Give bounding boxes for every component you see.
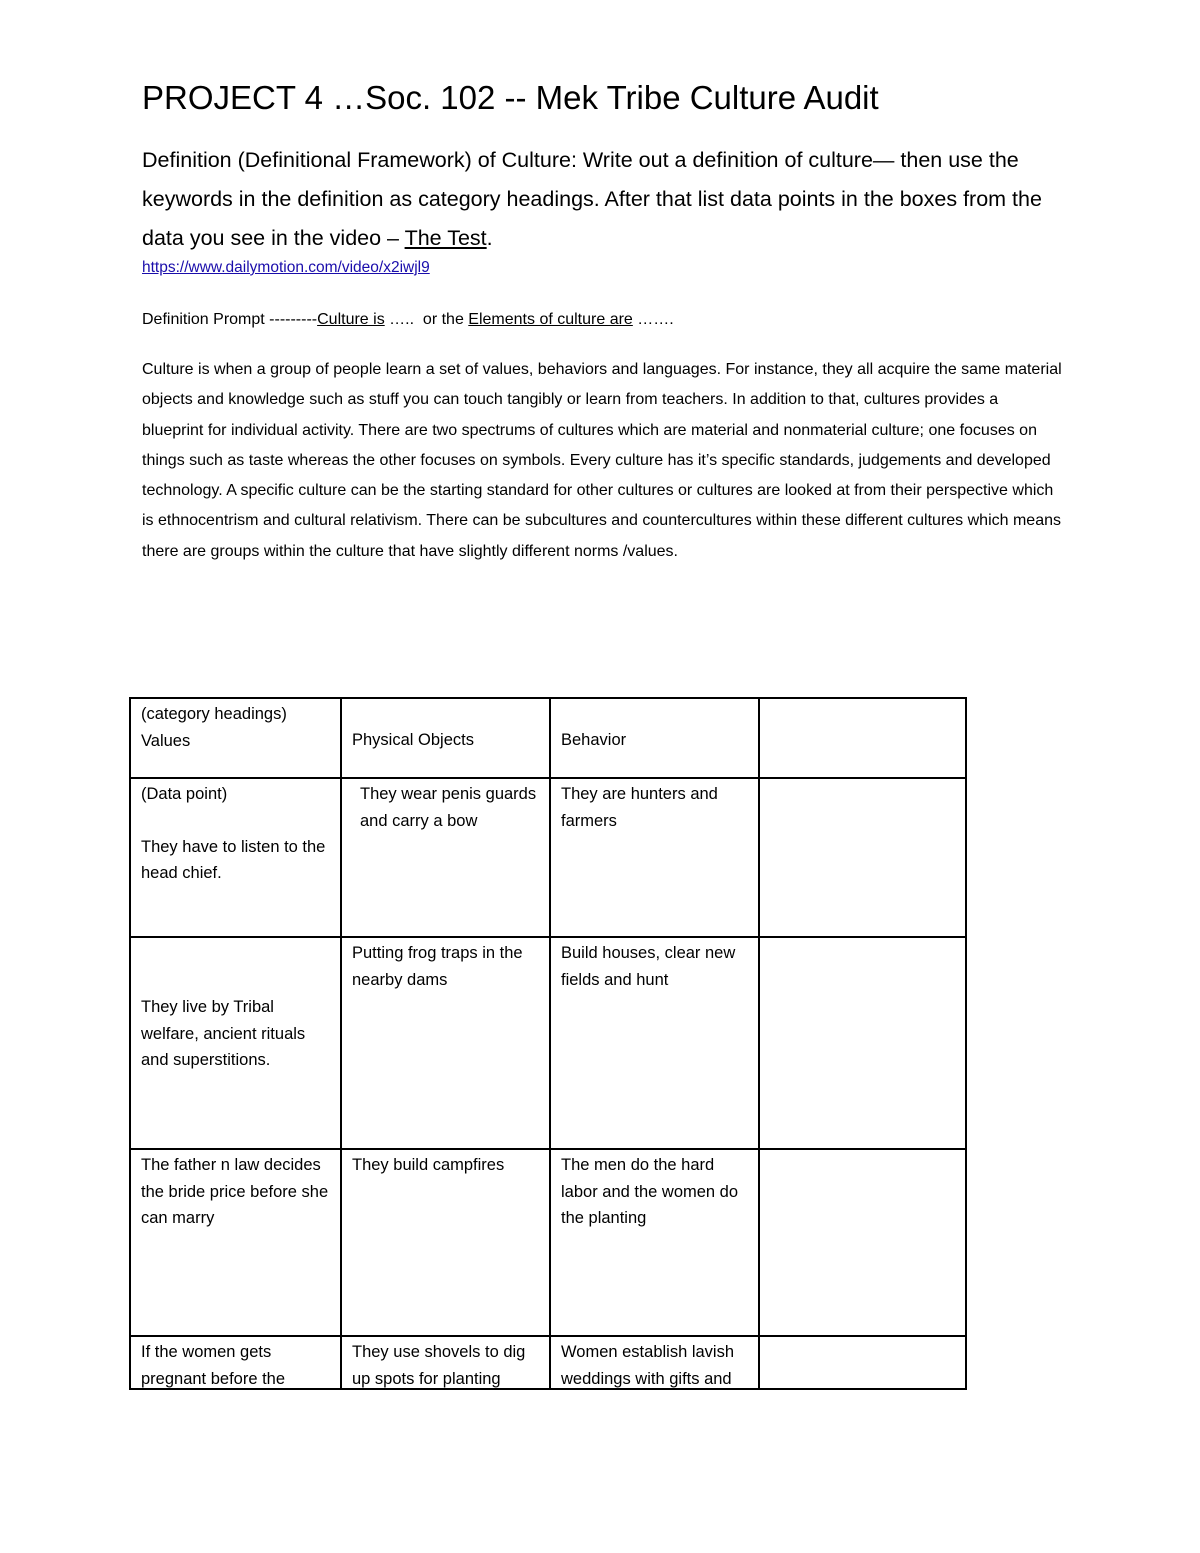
definition-prompt	[142, 307, 674, 333]
table-cell[interactable]	[759, 937, 966, 1149]
table-cell[interactable]	[341, 937, 550, 1149]
table-row	[130, 778, 966, 937]
header-cell-physical-objects[interactable]	[341, 698, 550, 778]
cell-text: They build campfires	[352, 1156, 505, 1174]
table-cell[interactable]	[341, 1149, 550, 1336]
culture-audit-table	[129, 697, 967, 1390]
table-cell[interactable]	[550, 1149, 759, 1336]
video-title: The Test	[404, 226, 487, 250]
table-cell[interactable]	[341, 1336, 550, 1389]
instructions-text: Definition (Definitional Framework) of Culture: Write out a definition of culture— then use the keywords in the definition as category headings. After that list data points in the boxes from the data you see in the video –	[142, 148, 1042, 250]
cell-text: Putting frog traps in the nearby dams	[352, 944, 523, 989]
header-cell-empty[interactable]	[759, 698, 966, 778]
header-physical-objects-label: Physical Objects	[352, 731, 474, 749]
table-header-row	[130, 698, 966, 778]
instructions-end: .	[486, 226, 493, 250]
table-cell[interactable]	[759, 1149, 966, 1336]
table-cell[interactable]	[130, 1336, 341, 1389]
prompt-elements: Elements of culture are	[468, 311, 633, 328]
header-behavior-label: Behavior	[561, 731, 627, 749]
table-cell[interactable]	[130, 778, 341, 937]
table-cell[interactable]	[550, 937, 759, 1149]
cell-text: They have to listen to the head chief.	[141, 837, 326, 882]
definition-paragraph: Culture is when a group of people learn a set of values, behaviors and languages. For instance, they all acquire the same material objects and knowledge such as stuff you can touch tangibly or learn from teachers. In addition to that, cultures provides a blueprint for individual activity. There are two spectrums of cultures which are material and nonmaterial culture; one focuses on things such as taste whereas the other focuses on symbols. Every culture has it’s specific standards, judgements and developed technology. A specific culture can be the starting standard for other cultures or cultures are looked at from their perspective which is ethnocentrism and cultural relativism. There can be subcultures and countercultures within these different cultures which means there are groups within the culture that have slightly different norms /values.	[142, 361, 1062, 560]
header-cell-behavior[interactable]	[550, 698, 759, 778]
table-cell[interactable]	[130, 937, 341, 1149]
cell-text: They use shovels to dig up spots for planting	[352, 1343, 526, 1388]
table-cell[interactable]	[759, 1336, 966, 1389]
cell-text: If the women gets pregnant before the	[141, 1343, 286, 1388]
header-cell-values[interactable]	[130, 698, 341, 778]
table-cell[interactable]	[550, 1336, 759, 1389]
document-title: PROJECT 4 …Soc. 102 -- Mek Tribe Culture Audit	[142, 79, 879, 116]
table-row	[130, 1149, 966, 1336]
cell-text: The father n law decides the bride price before she can marry	[141, 1156, 329, 1227]
prompt-tail: …….	[632, 311, 674, 328]
instructions-heading	[142, 141, 1072, 258]
prompt-mid: ….. or the	[384, 311, 469, 328]
cell-text: Build houses, clear new fields and hunt	[561, 944, 736, 989]
prompt-lead: Definition Prompt ---------	[142, 311, 318, 328]
header-values-label: Values	[141, 731, 191, 750]
table-row	[130, 937, 966, 1149]
cell-text: They live by Tribal welfare, ancient rituals and superstitions.	[141, 998, 306, 1069]
table-cell[interactable]	[759, 778, 966, 937]
prompt-culture-is: Culture is	[317, 311, 385, 328]
cell-text: They are hunters and farmers	[561, 785, 718, 830]
data-point-label: (Data point)	[141, 785, 228, 803]
cell-text: They wear penis guards and carry a bow	[360, 785, 537, 830]
table-cell[interactable]	[550, 778, 759, 937]
table-row	[130, 1336, 966, 1389]
cell-text: The men do the hard labor and the women do the planting	[561, 1156, 739, 1227]
table-cell[interactable]	[130, 1149, 341, 1336]
header-category-label: (category headings)	[141, 705, 287, 723]
video-link[interactable]: https://www.dailymotion.com/video/x2iwjl9	[142, 259, 430, 276]
table-cell[interactable]	[341, 778, 550, 937]
cell-text: Women establish lavish weddings with gifts and	[561, 1343, 735, 1388]
